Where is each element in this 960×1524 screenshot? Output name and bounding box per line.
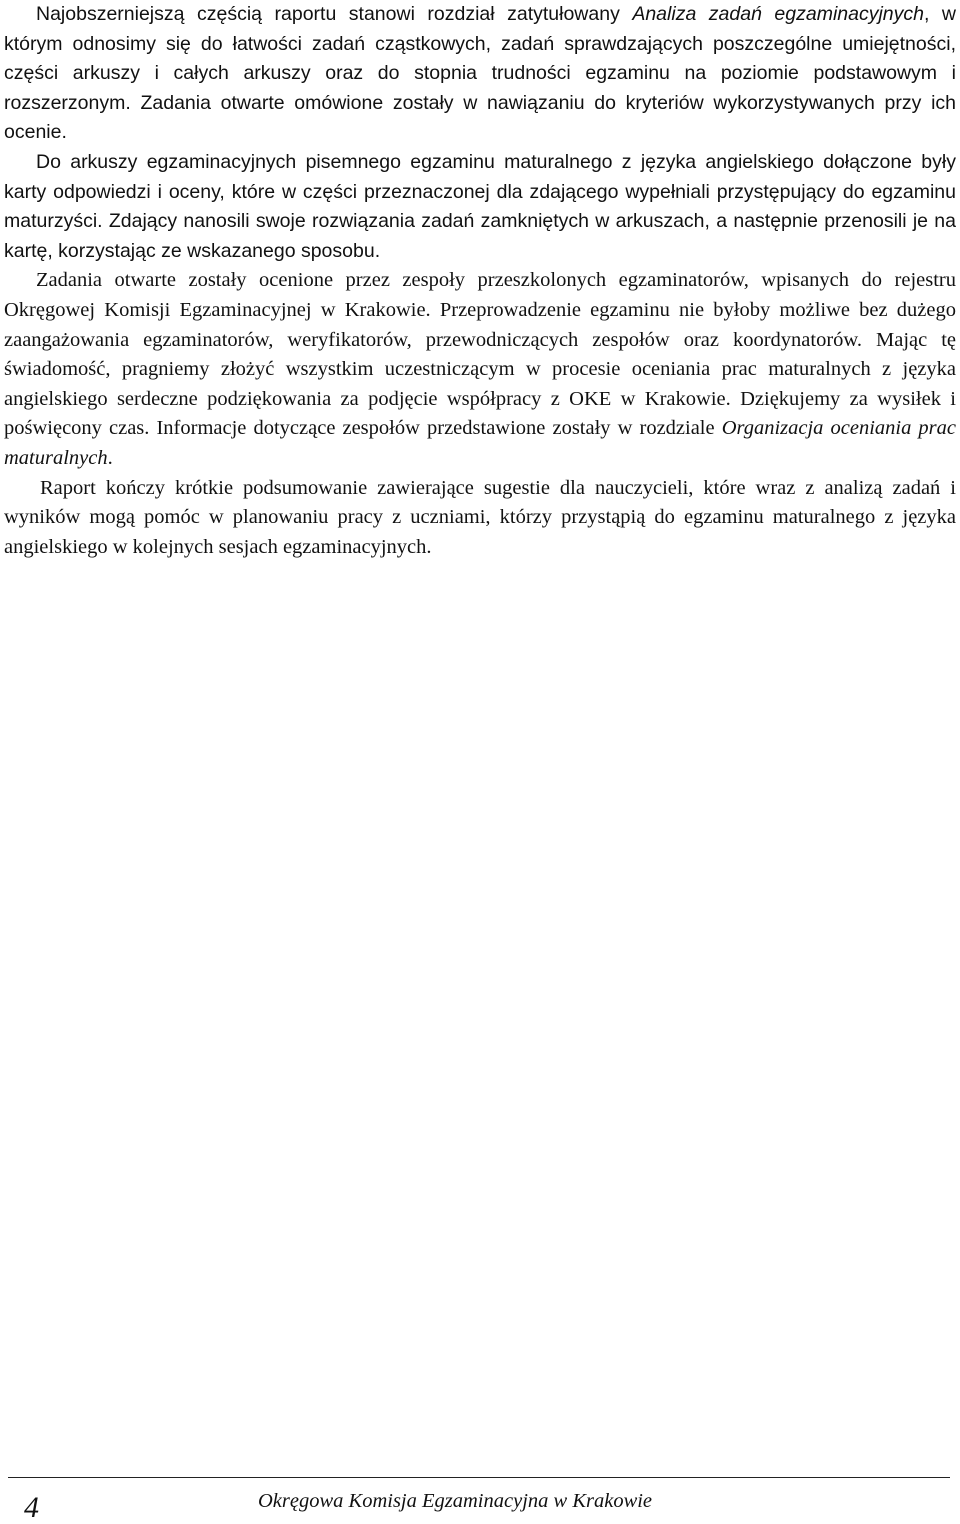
paragraph-1-text-start: Najobszerniejszą częścią raportu stanowi rozdział zatytułowany: [36, 3, 633, 25]
paragraph-examiners-thanks: [4, 266, 956, 473]
paragraph-1-text-end: , w którym odnosimy się do łatwości zadań cząstkowych, zadań sprawdzających poszczególne umiejętności, części arkuszy i całych arkuszy oraz do stopnia trudności egzaminu na poziomie podstawowym i rozszerzonym. Zadania otwarte omówione zostały w nawiązaniu do kryteriów wykorzystywanych przy ich ocenie.: [4, 3, 956, 144]
footer-institution: Okręgowa Komisja Egzaminacyjna w Krakowie: [258, 1490, 653, 1512]
paragraph-3-text-start: Zadania otwarte zostały ocenione przez zespoły przeszkolonych egzaminatorów, wpisanych do rejestru Okręgowej Komisji Egzaminacyjnej w Krakowie. Przeprowadzenie egzaminu nie byłoby możliwe bez dużego zaangażowania egzaminatorów, weryfikatorów, przewodniczących zespołów oraz koordynatorów. Mając tę świadomość, pragniemy złożyć wszystkim uczestniczącym w procesie oceniania prac maturalnych z języka angielskiego serdeczne podziękowania za podjęcie współpracy z OKE w Krakowie. Dziękujemy za wysiłek i poświęcony czas. Informacje dotyczące zespołów przedstawione zostały w rozdziale: [4, 269, 956, 440]
paragraph-answer-cards: Do arkuszy egzaminacyjnych pisemnego egzaminu maturalnego z języka angielskiego dołączone były karty odpowiedzi i oceny, które w części przeznaczonej dla zdającego wypełniali przystępujący do egzaminu maturzyści. Zdający nanosili swoje rozwiązania zadań zamkniętych w arkuszach, a następnie przenosili je na kartę, korzystając ze wskazanego sposobu.: [4, 150, 956, 262]
page-body: [4, 0, 956, 562]
paragraph-report-structure: [4, 0, 956, 148]
page-number: 4: [24, 1491, 39, 1524]
chapter-title-task-analysis: Analiza zadań egzaminacyjnych: [632, 3, 924, 25]
paragraph-3-text-end: .: [107, 446, 113, 469]
chapter-title-grading-organization: Organizacja oceniania prac maturalnych: [4, 417, 956, 469]
paragraph-report-summary: Raport kończy krótkie podsumowanie zawierające sugestie dla nauczycieli, które wraz z analizą zadań i wyników mogą pomóc w planowaniu pracy z uczniami, którzy przystąpią do egzaminu maturalnego z języka angielskiego w kolejnych sesjach egzaminacyjnych.: [4, 476, 956, 558]
footer-divider: [8, 1477, 950, 1478]
